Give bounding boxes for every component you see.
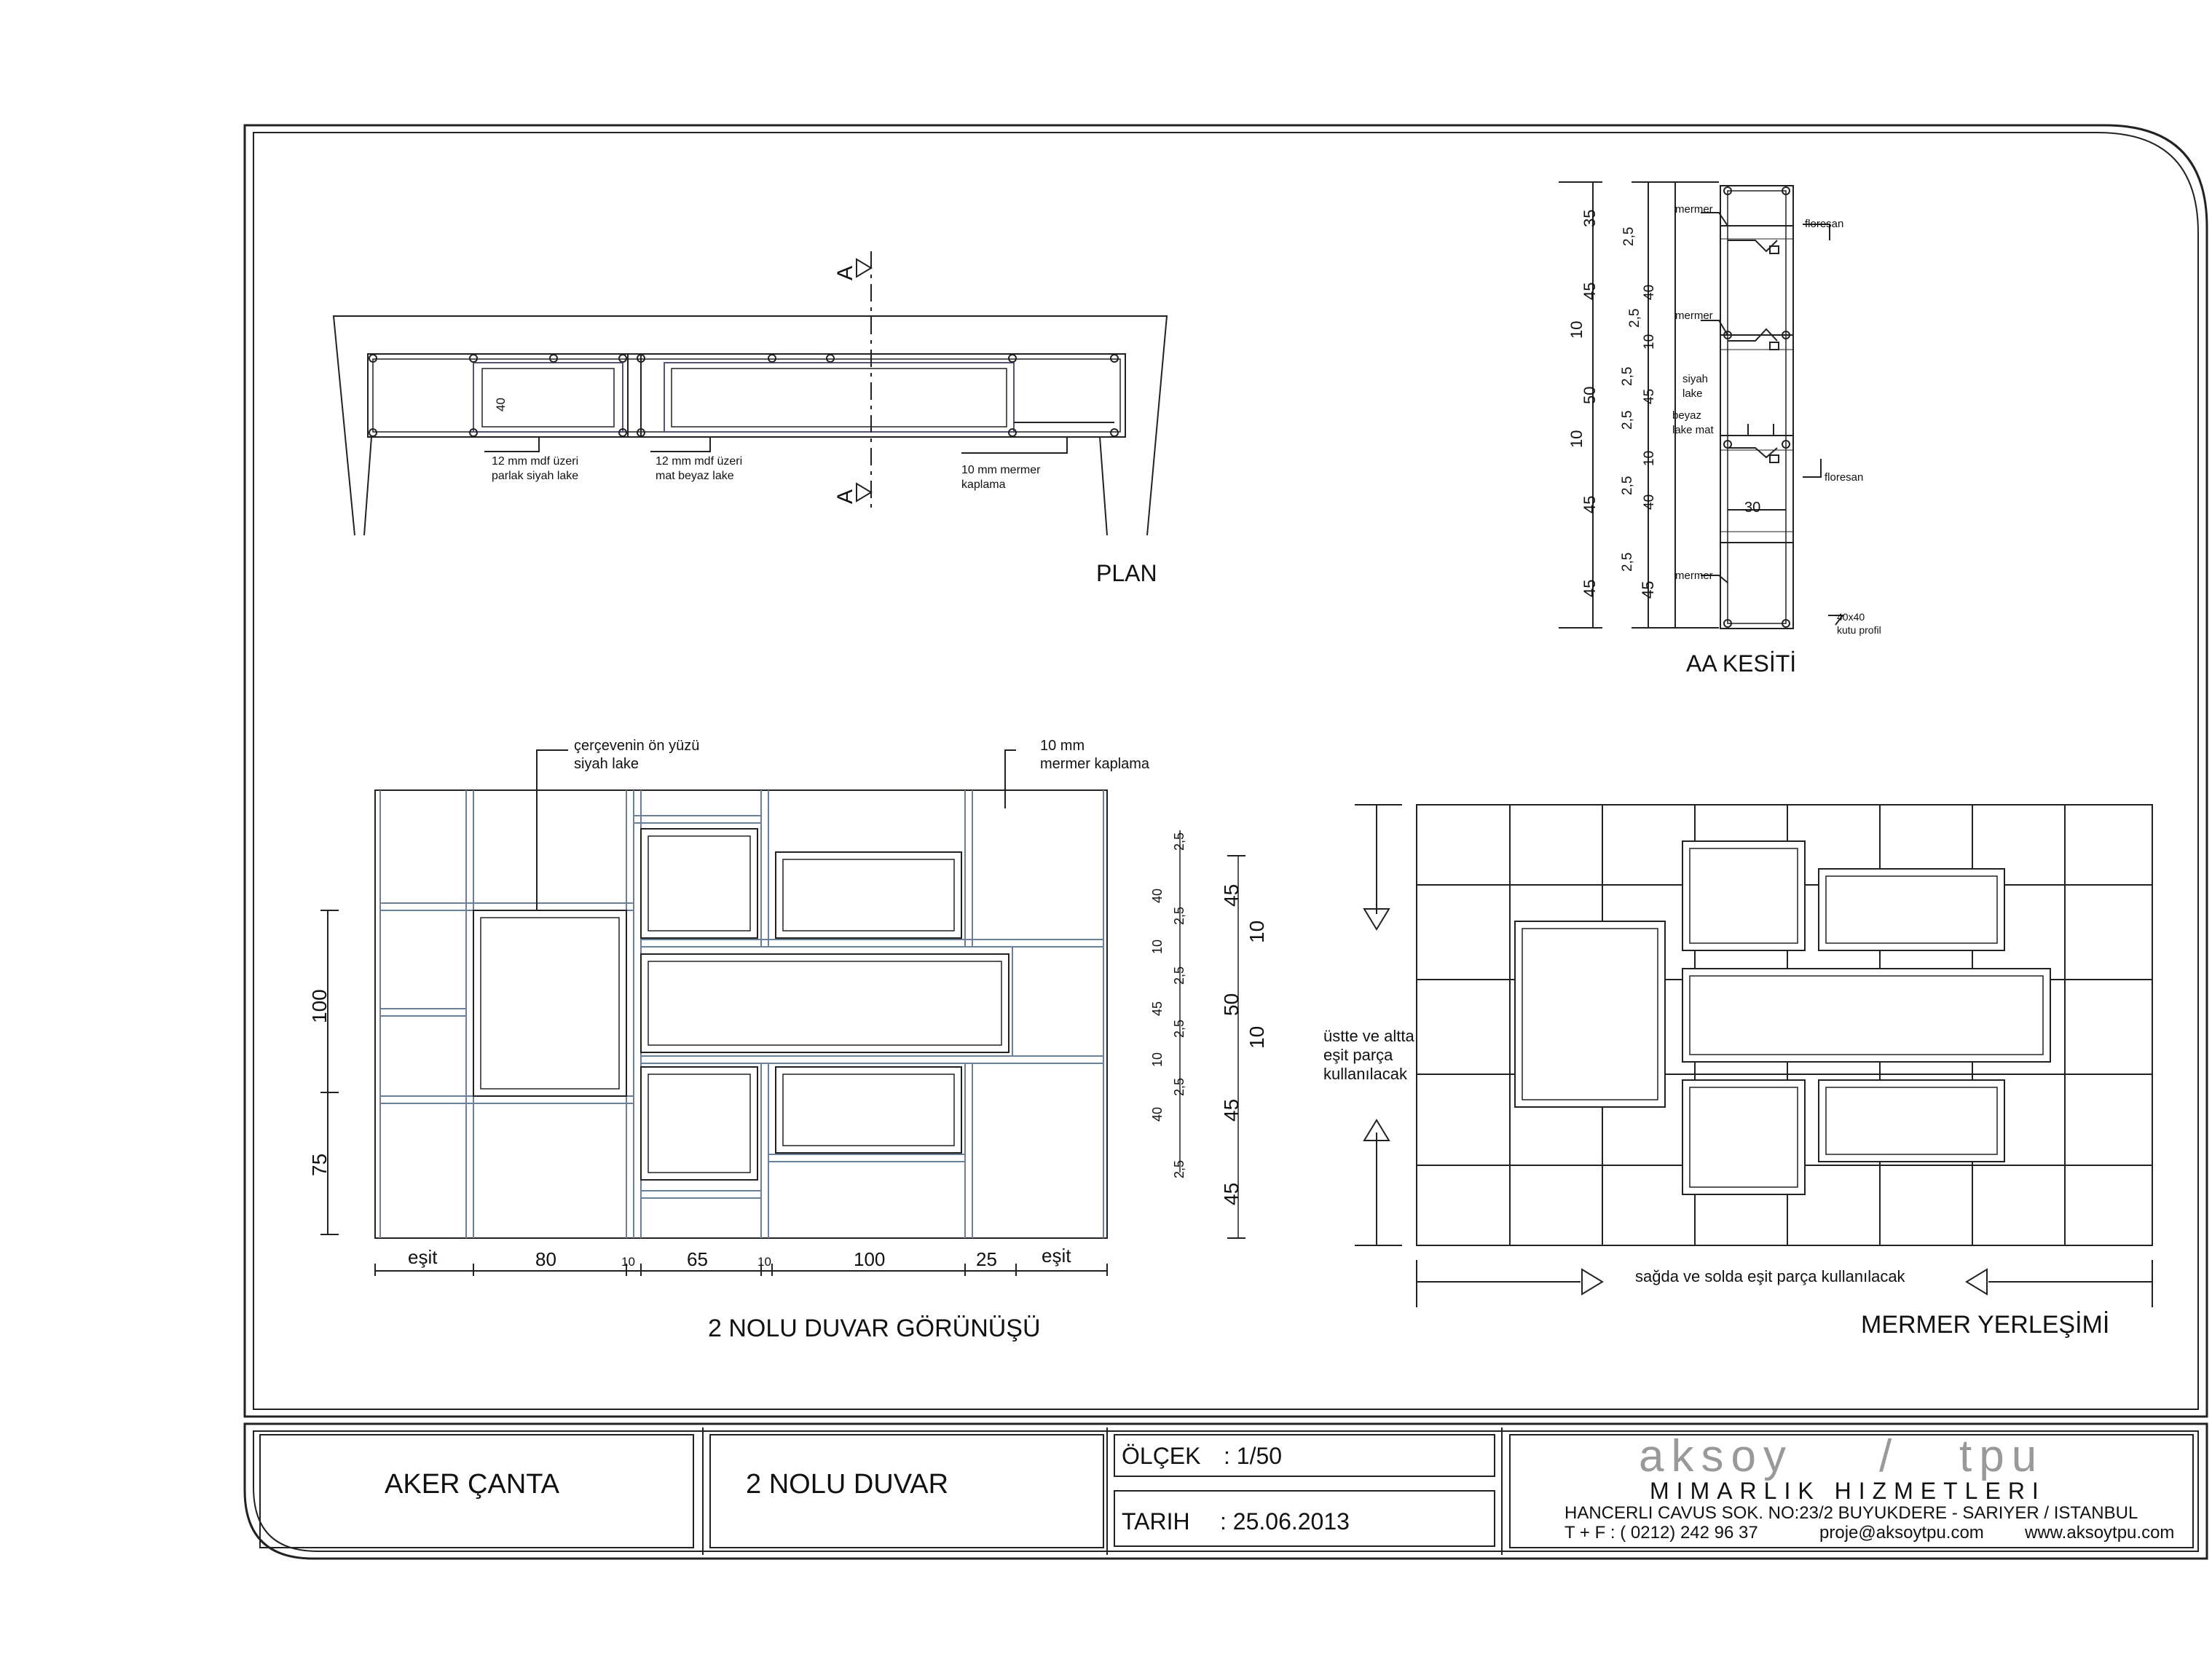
date-label: TARIH: [1122, 1508, 1190, 1535]
elev-right-dim-b5: 45: [1220, 1182, 1243, 1205]
elev-right-dim-a0: 2,5: [1172, 832, 1186, 851]
elev-right-dim-b0: 45: [1220, 883, 1243, 907]
aa-label-siyah-line1: siyah: [1682, 373, 1709, 385]
plan-section-marker-bottom: A: [833, 489, 857, 504]
aa-dim-outer-50: 50: [1581, 386, 1599, 404]
elevation-title: 2 NOLU DUVAR GÖRÜNÜŞÜ: [708, 1315, 1041, 1342]
aa-label-profile-line1: 40x40: [1837, 611, 1865, 623]
elev-note-frame-line1: çerçevenin ön yüzü: [574, 738, 700, 754]
elev-bottom-dim-80: 80: [535, 1248, 556, 1270]
elev-right-dim-a8: 2,5: [1172, 1077, 1186, 1096]
aa-dim-outer-45b: 45: [1581, 495, 1599, 513]
aa-dim-outer-45a: 45: [1581, 282, 1599, 300]
marble-layout-title: MERMER YERLEŞİMİ: [1861, 1311, 2110, 1339]
elev-left-dim-100: 100: [308, 989, 331, 1023]
elev-bottom-dim-esit-left: eşit: [408, 1246, 438, 1268]
marble-note-left-line1: üstte ve altta: [1323, 1027, 1414, 1045]
plan-note-white-line1: 12 mm mdf üzeri: [656, 455, 743, 468]
aa-dim-outer-10b: 10: [1567, 430, 1586, 448]
elev-right-dim-a3: 10: [1150, 939, 1165, 954]
firm-phone: T + F : ( 0212) 242 96 37: [1564, 1523, 1758, 1543]
aa-dim-inner-2-5c: 2,5: [1620, 366, 1635, 386]
aa-dim-outer-10a: 10: [1567, 320, 1586, 339]
sheet-border: [245, 125, 2207, 1559]
elev-right-dim-a9: 40: [1150, 1106, 1165, 1122]
aa-dim-inner-2-5f: 2,5: [1620, 552, 1635, 572]
aa-dim-inner-45a: 45: [1642, 388, 1657, 404]
elev-bottom-dim-10b: 10: [757, 1255, 771, 1269]
logo-right: tpu: [1959, 1431, 2044, 1481]
aa-label-mermer-3: mermer: [1675, 570, 1713, 582]
aa-dim-inner-2-5a: 2,5: [1621, 227, 1637, 246]
elev-right-dim-a10: 2,5: [1172, 1159, 1186, 1178]
plan-drawing: [334, 251, 1167, 535]
elev-bottom-dim-65: 65: [687, 1248, 708, 1270]
aa-label-profile-line2: kutu profil: [1837, 624, 1881, 636]
scale-label: ÖLÇEK: [1122, 1443, 1201, 1469]
plan-note-marble-line2: kaplama: [961, 478, 1006, 491]
firm-name: MIMARLIK HIZMETLERI: [1650, 1478, 2046, 1504]
firm-email: proje@aksoytpu.com: [1819, 1523, 1984, 1543]
plan-dim-40: 40: [494, 398, 508, 411]
aa-dim-inner-2-5d: 2,5: [1620, 410, 1635, 430]
aa-section-title: AA KESİTİ: [1686, 650, 1797, 677]
elev-left-dim-75: 75: [308, 1153, 331, 1176]
aa-section-labels: [1567, 203, 1881, 677]
client-name: AKER ÇANTA: [385, 1469, 560, 1500]
aa-label-floresan-1: floresan: [1805, 218, 1844, 230]
elev-right-dim-b2: 50: [1220, 993, 1243, 1016]
elev-right-dim-b3: 10: [1245, 1025, 1268, 1049]
marble-layout-drawing: [1355, 805, 2152, 1307]
title-block-text: [385, 1431, 2174, 1543]
aa-dim-inner-2-5e: 2,5: [1620, 476, 1635, 495]
aa-dim-inner-10a: 10: [1642, 334, 1657, 350]
aa-dim-outer-35: 35: [1581, 209, 1599, 227]
date-value: : 25.06.2013: [1220, 1508, 1350, 1535]
plan-title: PLAN: [1096, 560, 1157, 586]
elev-note-marble-line1: 10 mm: [1040, 738, 1085, 754]
aa-section-drawing: [1559, 182, 1843, 629]
aa-dim-outer-45c: 45: [1581, 579, 1599, 597]
aa-dim-30: 30: [1744, 500, 1761, 516]
plan-section-marker-top: A: [833, 265, 857, 280]
elev-right-dim-a2: 2,5: [1172, 906, 1186, 925]
plan-note-black-line1: 12 mm mdf üzeri: [492, 455, 579, 468]
plan-note-black-line2: parlak siyah lake: [492, 470, 579, 482]
aa-dim-inner-45b: 45: [1639, 580, 1657, 599]
aa-label-beyaz-line1: beyaz: [1672, 409, 1702, 422]
marble-note-left-line3: kullanılacak: [1323, 1065, 1407, 1083]
aa-label-beyaz-line2: lake mat: [1672, 424, 1714, 436]
elev-right-dim-a5: 45: [1150, 1001, 1165, 1016]
aa-dim-inner-40a: 40: [1642, 284, 1657, 300]
logo-slash: /: [1879, 1431, 1892, 1481]
plan-note-white-line2: mat beyaz lake: [656, 470, 734, 482]
elev-note-frame-line2: siyah lake: [574, 756, 639, 772]
aa-dim-inner-40b: 40: [1642, 494, 1657, 510]
elev-note-marble-line2: mermer kaplama: [1040, 756, 1150, 772]
marble-note-bottom: sağda ve solda eşit parça kullanılacak: [1635, 1267, 1905, 1285]
aa-dim-inner-2-5b: 2,5: [1627, 308, 1642, 328]
elev-right-dim-b4: 45: [1220, 1098, 1243, 1122]
marble-note-left-line2: eşit parça: [1323, 1046, 1393, 1064]
plan-note-marble-line1: 10 mm mermer: [961, 464, 1041, 476]
aa-label-mermer-1: mermer: [1675, 203, 1713, 216]
scale-value: : 1/50: [1224, 1443, 1283, 1469]
drawing-name: 2 NOLU DUVAR: [746, 1469, 949, 1500]
elev-right-dim-a7: 10: [1150, 1052, 1165, 1067]
elev-right-dim-a1: 40: [1150, 888, 1165, 903]
plan-labels: [492, 266, 1157, 586]
aa-label-floresan-2: floresan: [1825, 471, 1864, 484]
elev-right-dim-a6: 2,5: [1172, 1019, 1186, 1038]
aa-label-siyah-line2: lake: [1682, 387, 1703, 400]
logo-left: aksoy: [1639, 1431, 1793, 1481]
elev-bottom-dim-esit-right: eşit: [1042, 1245, 1071, 1267]
elev-bottom-dim-100: 100: [854, 1248, 886, 1270]
elevation-drawing: [320, 750, 1245, 1276]
elevation-labels: [308, 738, 1268, 1342]
aa-label-mermer-2: mermer: [1675, 310, 1713, 322]
elev-bottom-dim-10a: 10: [621, 1255, 635, 1269]
elev-right-dim-b1: 10: [1245, 920, 1268, 943]
firm-address: HANCERLI CAVUS SOK. NO:23/2 BUYUKDERE - SARIYER / ISTANBUL: [1564, 1503, 2138, 1523]
aa-dim-inner-10b: 10: [1642, 450, 1657, 466]
elev-bottom-dim-25: 25: [976, 1248, 997, 1270]
firm-web: www.aksoytpu.com: [2025, 1523, 2175, 1543]
elev-right-dim-a4: 2,5: [1172, 966, 1186, 985]
